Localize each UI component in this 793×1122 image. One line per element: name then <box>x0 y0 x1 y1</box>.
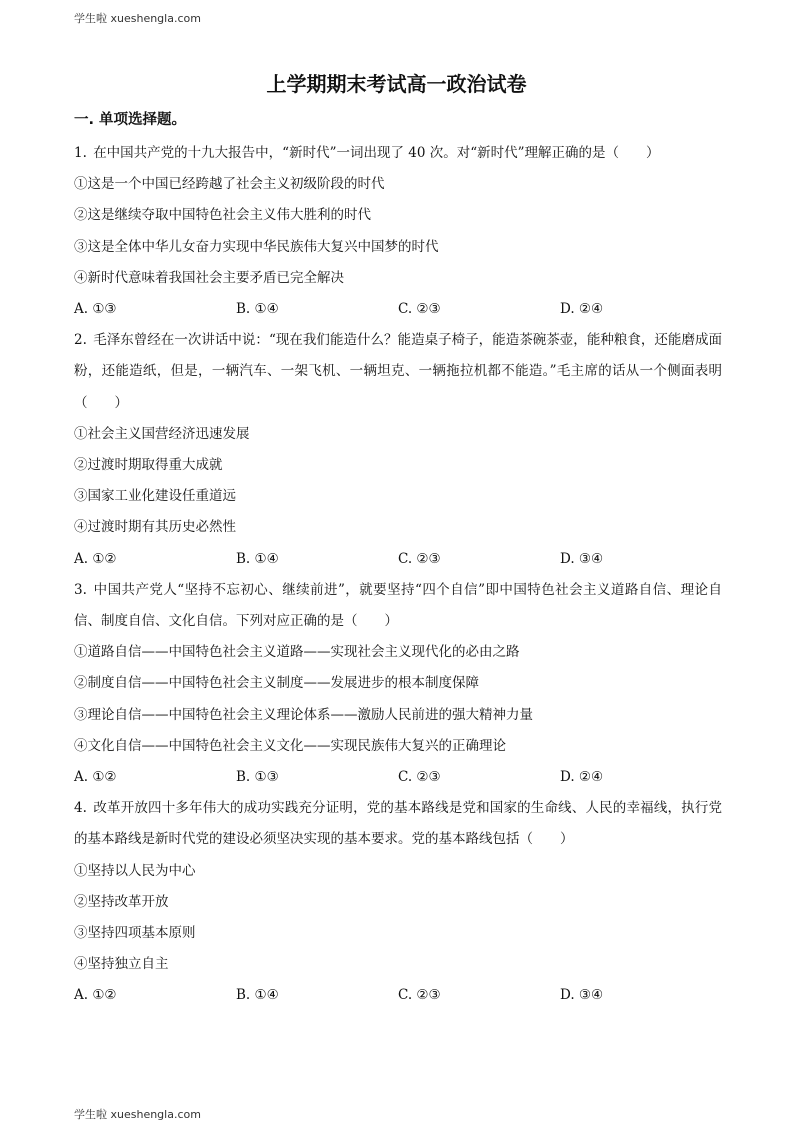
option-d: D. ③④ <box>560 987 604 1004</box>
option-d: D. ③④ <box>560 550 604 567</box>
option-a: A. ①② <box>74 769 117 786</box>
statement: ②坚持改革开放 <box>74 893 169 910</box>
answer-options <box>74 980 722 1011</box>
question-number: 1. <box>74 145 87 161</box>
question-4 <box>74 793 722 1011</box>
statement: ①坚持以人民为中心 <box>74 862 196 879</box>
option-d: D. ②④ <box>560 301 604 318</box>
option-c: C. ②③ <box>398 301 441 318</box>
statement: ④过渡时期有其历史必然性 <box>74 519 236 536</box>
statement: ③理论自信——中国特色社会主义理论体系——激励人民前进的强大精神力量 <box>74 706 533 723</box>
question-3 <box>74 575 722 793</box>
statement: ④新时代意味着我国社会主要矛盾已完全解决 <box>74 269 344 286</box>
option-c: C. ②③ <box>398 769 441 786</box>
option-a: A. ①② <box>74 550 117 567</box>
statement: ①社会主义国营经济迅速发展 <box>74 425 250 442</box>
statement: ①道路自信——中国特色社会主义道路——实现社会主义现代化的必由之路 <box>74 644 520 661</box>
page-title: 上学期期末考试高一政治试卷 <box>266 72 527 96</box>
option-b: B. ①④ <box>236 301 279 318</box>
question-text: 中国共产党人“坚持不忘初心、继续前进”，就要坚持“四个自信”即中国特色社会主义道路自信、理论自信、制度自信、文化自信。下列对应正确的是（ ） <box>74 581 722 630</box>
statement: ①这是一个中国已经跨越了社会主义初级阶段的时代 <box>74 176 385 193</box>
question-stem <box>74 138 722 169</box>
question-stem <box>74 793 722 855</box>
question-number: 2. <box>74 332 87 349</box>
question-2 <box>74 325 722 575</box>
question-1 <box>74 138 722 325</box>
option-b: B. ①④ <box>236 550 279 567</box>
statement: ③国家工业化建设任重道远 <box>74 488 236 505</box>
question-stem <box>74 575 722 637</box>
section-heading: 一. 单项选择题。 <box>74 112 187 128</box>
option-b: B. ①③ <box>236 769 279 786</box>
page-header: 学生啦 xueshengla.com <box>74 12 201 25</box>
question-number: 4. <box>74 800 87 817</box>
page-footer: 学生啦 xueshengla.com <box>74 1108 201 1121</box>
question-text: 改革开放四十多年伟大的成功实践充分证明，党的基本路线是党和国家的生命线、人民的幸福线，执行党的基本路线是新时代党的建设必须坚决实现的基本要求。党的基本路线包括（ ） <box>74 800 723 848</box>
question-list <box>74 138 722 1012</box>
option-b: B. ①④ <box>236 987 279 1004</box>
statement: ③坚持四项基本原则 <box>74 925 196 942</box>
question-text: 在中国共产党的十九大报告中，“新时代”一词出现了 40 次。对“新时代”理解正确的是（ ） <box>93 145 660 161</box>
option-d: D. ②④ <box>560 769 604 786</box>
option-c: C. ②③ <box>398 550 441 567</box>
statement: ②制度自信——中国特色社会主义制度——发展进步的根本制度保障 <box>74 675 479 692</box>
question-stem <box>74 325 722 419</box>
statement: ②这是继续夺取中国特色社会主义伟大胜利的时代 <box>74 207 371 224</box>
question-text: 毛泽东曾经在一次讲话中说：“现在我们能造什么？能造桌子椅子，能造茶碗茶壶，能种粮食，还能磨成面粉，还能造纸，但是，一辆汽车、一架飞机、一辆坦克、一辆拖拉机都不能造。”毛主席的话从一个侧面表明（ ） <box>74 332 722 411</box>
option-c: C. ②③ <box>398 987 441 1004</box>
question-number: 3. <box>74 581 87 598</box>
statement: ③这是全体中华儿女奋力实现中华民族伟大复兴中国梦的时代 <box>74 238 439 255</box>
answer-options <box>74 544 722 575</box>
statement: ④文化自信——中国特色社会主义文化——实现民族伟大复兴的正确理论 <box>74 737 506 754</box>
answer-options <box>74 294 722 325</box>
option-a: A. ①③ <box>74 301 117 318</box>
answer-options <box>74 762 722 793</box>
statement: ④坚持独立自主 <box>74 956 169 973</box>
statement: ②过渡时期取得重大成就 <box>74 457 223 474</box>
option-a: A. ①② <box>74 987 117 1004</box>
